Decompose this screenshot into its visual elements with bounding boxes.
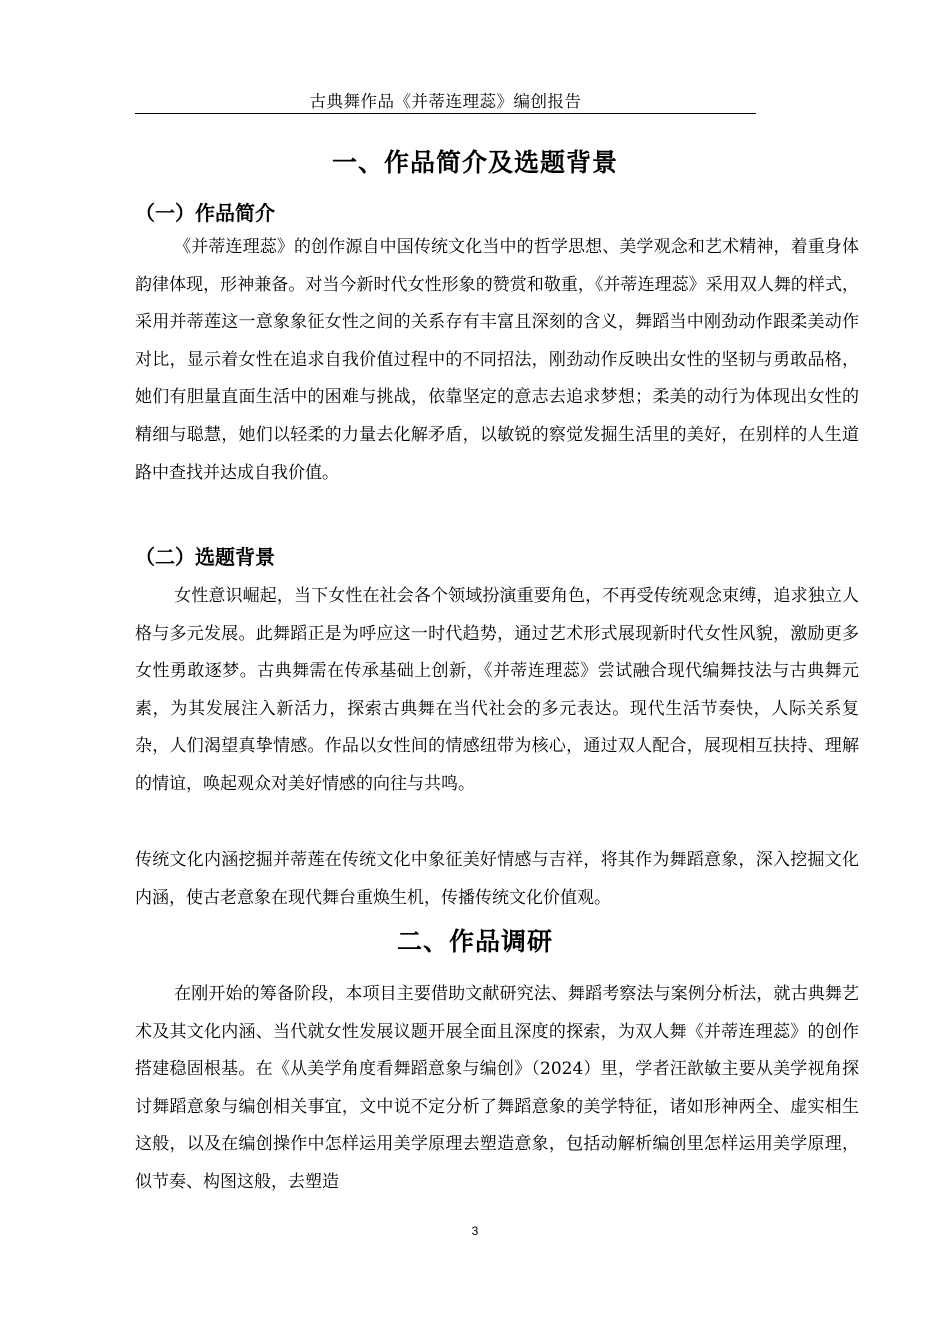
section-2-heading: 二、作品调研 xyxy=(396,927,553,956)
work-introduction-paragraph: 《并蒂连理蕊》的创作源自中国传统文化当中的哲学思想、美学观念和艺术精神，着重身体韵律体现，形神兼备。对当今新时代女性形象的赞赏和敬重，《并蒂连理蕊》采用双人舞的样式，采用并蒂莲这一意象象征女性之间的关系存有丰富且深刻的含义，舞蹈当中刚劲动作跟柔美动作对比，显示着女性在追求自我价值过程中的不同招法，刚劲动作反映出女性的坚韧与勇敢品格，她们有胆量直面生活中的困难与挑战，依靠坚定的意志去追求梦想；柔美的动行为体现出女性的精细与聪慧，她们以轻柔的力量去化解矛盾，以敏锐的察觉发掘生活里的美好，在别样的人生道路中查找并达成自我价值。 xyxy=(135,237,859,483)
cultural-connotation-paragraph: 传统文化内涵挖掘并蒂莲在传统文化中象征美好情感与吉祥，将其作为舞蹈意象，深入挖掘文化内涵，使古老意象在现代舞台重焕生机，传播传统文化价值观。 xyxy=(135,850,859,908)
subsection-2-heading: （二）选题背景 xyxy=(135,545,275,569)
running-header: 古典舞作品《并蒂连理蕊》编创报告 xyxy=(135,91,756,114)
research-paragraph: 在刚开始的筹备阶段，本项目主要借助文献研究法、舞蹈考察法与案例分析法，就古典舞艺术及其文化内涵、当代就女性发展议题开展全面且深度的探索，为双人舞《并蒂连理蕊》的创作搭建稳固根基。在《从美学角度看舞蹈意象与编创》（2024）里，学者汪歆敏主要从美学视角探讨舞蹈意象与编创相关事宜，文中说不定分析了舞蹈意象的美学特征，诸如形神两全、虚实相生这般，以及在编创操作中怎样运用美学原理去塑造意象，包括动解析编创里怎样运用美学原理，似节奏、构图这般，去塑造 xyxy=(135,984,859,1192)
topic-background-paragraph: 女性意识崛起，当下女性在社会各个领域扮演重要角色，不再受传统观念束缚，追求独立人格与多元发展。此舞蹈正是为呼应这一时代趋势，通过艺术形式展现新时代女性风貌，激励更多女性勇敢逐梦。古典舞需在传承基础上创新，《并蒂连理蕊》尝试融合现代编舞技法与古典舞元素，为其发展注入新活力，探索古典舞在当代社会的多元表达。现代生活节奏快，人际关系复杂，人们渴望真挚情感。作品以女性间的情感纽带为核心，通过双人配合，展现相互扶持、理解的情谊，唤起观众对美好情感的向往与共鸣。 xyxy=(135,586,859,794)
section-1-heading: 一、作品简介及选题背景 xyxy=(331,148,618,177)
subsection-1-heading: （一）作品简介 xyxy=(135,201,275,225)
page-number: 3 xyxy=(471,1224,479,1238)
